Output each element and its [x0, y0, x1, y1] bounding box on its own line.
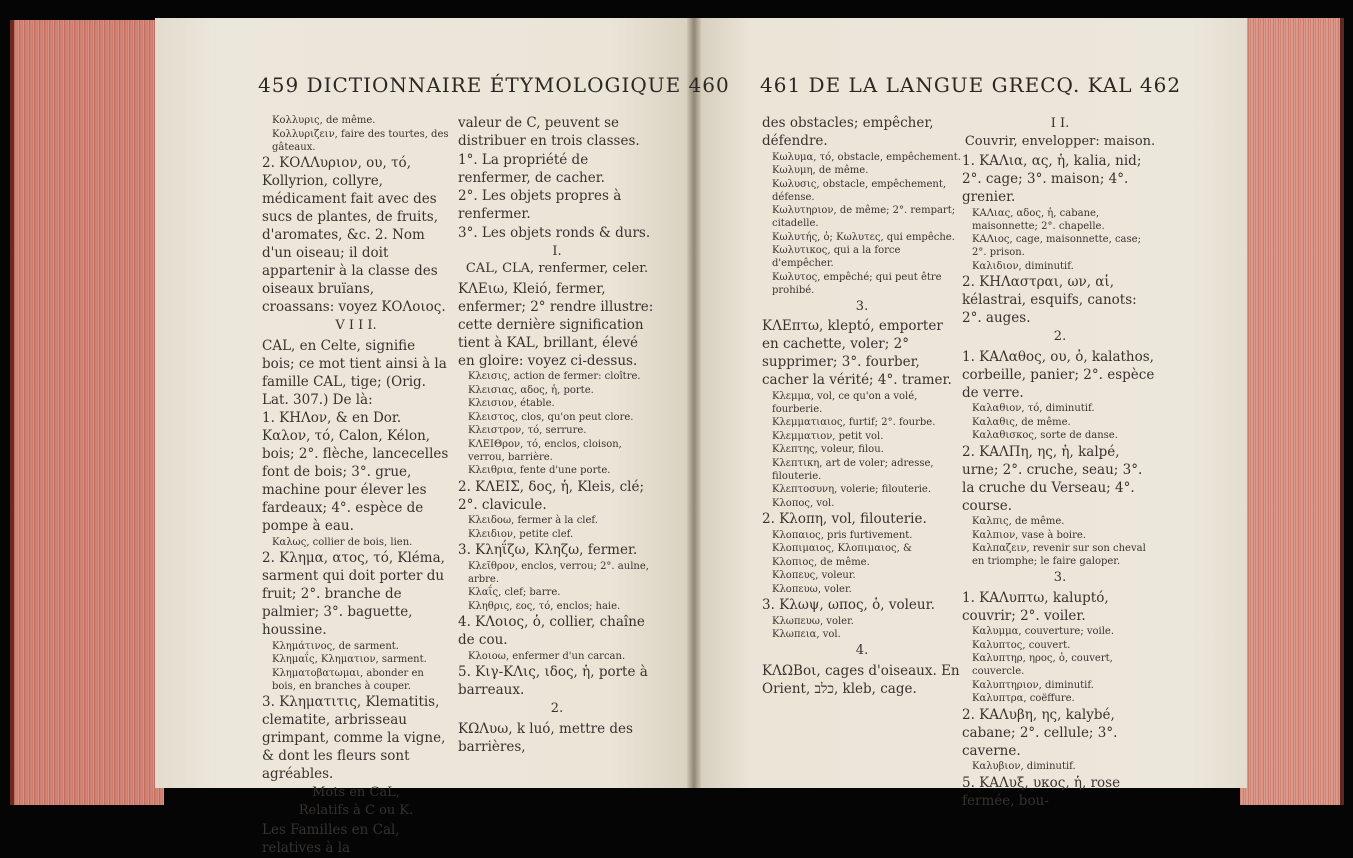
dictionary-entry: Κλεισιον, étable.: [468, 398, 555, 409]
dictionary-entry: Καλυμμα, couverture; voile.: [972, 626, 1115, 637]
dictionary-entry: ΚΛΕπτω, kleptó, emporter en cachette, voler; 2° supprimer; 3°. fourber, cacher la vérité; 4°. tramer.: [762, 318, 952, 388]
book-gutter: [687, 18, 701, 788]
section-heading: 3.: [1053, 570, 1067, 585]
dictionary-entry: 2. ΚΛΕΙΣ, δος, ἡ, Kleis, clé; 2°. clavicule.: [458, 478, 645, 513]
dictionary-entry: Κλοπιος, de même.: [772, 556, 870, 568]
dictionary-entry: 2. Κλημα, ατος, τό, Kléma, sarment qui doit porter du fruit; 2°. branche de palmier; 3°. baguette, houssine.: [262, 550, 445, 638]
right-page-column-2: [962, 114, 1158, 810]
section-heading: 4.: [855, 643, 869, 658]
dictionary-entry: Κλοιοω, enfermer d'un carcan.: [468, 650, 626, 662]
dictionary-entry: Κωλυτικος, qui a la force d'empêcher.: [772, 245, 901, 269]
dictionary-entry: Κλεπτης, voleur, filou.: [772, 444, 884, 455]
dictionary-entry: Κλοπευω, voler.: [772, 583, 852, 595]
dictionary-entry: valeur de C, peuvent se distribuer en trois classes.: [458, 115, 640, 149]
dictionary-entry: Κλαΐς, clef; barre.: [468, 587, 561, 598]
left-page-column-2: [458, 114, 656, 756]
dictionary-entry: ΚΛΕΙΘρον, τό, enclos, cloison, verrou, barrière.: [468, 438, 622, 463]
dictionary-entry: Καλιδιον, diminutif.: [972, 260, 1074, 272]
dictionary-entry: Κληθρις, εος, τό, enclos; haie.: [468, 600, 621, 612]
dictionary-entry: 2. ΚΑΛυβη, ης, kalybé, cabane; 2°. cellule; 3°. caverne.: [962, 706, 1118, 759]
dictionary-entry: Καλαθισκος, sorte de danse.: [972, 430, 1118, 441]
dictionary-entry: Κλεμματιον, petit vol.: [772, 430, 884, 442]
dictionary-entry: 3°. Les objets ronds & durs.: [458, 224, 651, 241]
dictionary-entry: Κλεισις, action de fermer: cloître.: [468, 371, 641, 382]
dictionary-entry: Κλειδοω, fermer à la clef.: [468, 515, 598, 526]
dictionary-entry: 2. ΚΟΛΛυριον, ου, τό, Kollyrion, collyre, médicament fait avec des sucs de plantes, de fruits, d'aromates, &c. 2. Nom d'un oiseau; il doit appartenir à la classe des oiseaux bruïans, croassans: voyez ΚΟΛοιος.: [262, 155, 446, 315]
dictionary-entry: Κωλυμα, τό, obstacle, empêchement.: [772, 151, 961, 163]
section-heading: 2.: [1053, 329, 1067, 344]
dictionary-entry: Καλυπτηρ, ηρος, ὁ, couvert, couvercle.: [972, 653, 1113, 677]
dictionary-entry: Καλπιον, vase à boire.: [972, 529, 1086, 541]
dictionary-entry: Καλπαζειν, revenir sur son cheval en triomphe; le faire galoper.: [972, 543, 1146, 567]
dictionary-entry: ΚΛΕιω, Kleió, fermer, enfermer; 2° rendre illustre: cette dernière signification tient à KAL, brillant, élevé en gloire: voyez ci-dessus.: [458, 280, 654, 369]
left-page-column-1: [262, 114, 450, 858]
dictionary-entry: 1. ΚΑΛια, ας, ἡ, kalia, nid; 2°. cage; 3°. maison; 4°. grenier.: [962, 153, 1142, 205]
dictionary-entry: Καλαθιον, τό, diminutif.: [972, 403, 1095, 414]
right-page-column-1: [762, 114, 962, 698]
dictionary-entry: Κλεισιας, αδος, ἡ, porte.: [468, 384, 594, 396]
section-heading: V I I I.: [335, 318, 377, 333]
dictionary-entry: Κλεμματιαιος, furtif; 2°. fourbe.: [772, 417, 936, 428]
dictionary-entry: Κλωπευω, voler.: [772, 615, 854, 627]
dictionary-entry: des obstacles; empêcher, défendre.: [762, 115, 934, 149]
dictionary-entry: Κλοπευς, voleur.: [772, 570, 856, 581]
dictionary-entry: Κλεῖθρον, enclos, verrou; 2°. aulne, arbre.: [468, 560, 649, 585]
dictionary-entry: Κλεμμα, vol, ce qu'on a volé, fourberie.: [772, 390, 918, 415]
dictionary-entry: Κολλυριζειν, faire des tourtes, des gâteaux.: [272, 128, 449, 153]
dictionary-entry: Κωλυτος, empêché; qui peut être prohibé.: [772, 271, 942, 296]
dictionary-entry: Κλειθρια, fente d'une porte.: [468, 465, 611, 476]
dictionary-entry: Καλως, collier de bois, lien.: [272, 536, 413, 548]
right-page-edges: [1240, 18, 1344, 805]
dictionary-entry: Κλειστος, clos, qu'on peut clore.: [468, 411, 634, 423]
dictionary-entry: Καλυπτρα, coëffure.: [972, 693, 1075, 704]
dictionary-entry: Les Familles en Cal, relatives à la: [262, 822, 400, 856]
dictionary-entry: Κωλυτής, ὁ; Κωλυτες, qui empêche.: [772, 231, 955, 243]
dictionary-entry: Καλυπτος, couvert.: [972, 639, 1071, 651]
dictionary-entry: Κωλυσις, obstacle, empêchement, défense.: [772, 178, 947, 203]
dictionary-entry: ΚΑΛιος, cage, maisonnette, case; 2°. prison.: [972, 234, 1141, 258]
left-running-header: 459 DICTIONNAIRE ÉTYMOLOGIQUE 460: [258, 73, 730, 97]
dictionary-entry: 2. ΚΗΛαστραι, ων, αἱ, kélastrai, esquifs, canots: 2°. auges.: [962, 274, 1137, 326]
section-heading: 3.: [855, 298, 869, 314]
left-page-edges: [10, 20, 164, 805]
dictionary-entry: 1°. La propriété de renfermer, de cacher.: [458, 151, 605, 186]
dictionary-entry: Κλεπτοσυνη, volerie; filouterie.: [772, 484, 932, 495]
dictionary-entry: 2. Κλοπη, vol, filouterie.: [762, 511, 927, 527]
dictionary-entry: 1. ΚΗΛον, & en Dor. Καλον, τό, Calon, Kélon, bois; 2°. flèche, lancecelles font de bois; 3°. grue, machine pour élever les fardeaux; 4°. espèce de pompe à eau.: [262, 410, 449, 534]
dictionary-entry: Κολλυρις, de même.: [272, 115, 376, 126]
dictionary-entry: Καλαθις, de même.: [972, 416, 1071, 428]
dictionary-entry: Κλοπος, vol.: [772, 497, 835, 509]
dictionary-entry: 3. Κληΐζω, Κληζω, fermer.: [458, 542, 638, 558]
section-heading: Relatifs à C ou K.: [298, 802, 414, 818]
section-heading: I.: [552, 243, 562, 259]
dictionary-entry: 4. ΚΛοιος, ὁ, collier, chaîne de cou.: [458, 614, 645, 648]
dictionary-entry: Κλημάτινος, de sarment.: [272, 640, 399, 652]
dictionary-entry: 3. Κλωψ, ωπος, ὁ, voleur.: [762, 597, 935, 613]
dictionary-entry: 1. ΚΑΛαθος, ου, ὁ, kalathos, corbeille, panier; 2°. espèce de verre.: [962, 348, 1155, 401]
dictionary-entry: 1. ΚΑΛυπτω, kaluptó, couvrir; 2°. voiler.: [962, 589, 1109, 624]
dictionary-entry: Κλοπαιος, pris furtivement.: [772, 529, 913, 541]
section-heading: CAL, CLA, renfermer, celer.: [465, 261, 649, 276]
right-running-header: 461 DE LA LANGUE GRECQ. KAL 462: [760, 73, 1182, 97]
section-heading: 2.: [550, 701, 564, 716]
section-heading: Mots en CaL,: [312, 785, 400, 800]
dictionary-entry: 2. ΚΑΛΠη, ης, ἡ, kalpé, urne; 2°. cruche, seau; 3°. la cruche du Verseau; 4°. course.: [962, 443, 1143, 514]
dictionary-entry: Κωλυτηριον, de même; 2°. rempart; citadelle.: [772, 205, 956, 229]
dictionary-entry: Κλωπεια, vol.: [772, 629, 841, 640]
dictionary-entry: ΚΩΛυω, k luó, mettre des barrières,: [458, 720, 633, 755]
dictionary-entry: 2°. Les objets propres à renfermer.: [458, 188, 622, 222]
dictionary-entry: Κλεπτικη, art de voler; adresse, filouterie.: [772, 457, 934, 482]
dictionary-entry: ΚΛΩΒοι, cages d'oiseaux. En Orient, כלב, kleb, cage.: [762, 662, 960, 697]
dictionary-entry: Κληματοβατωμαι, abonder en bois, en branches à couper.: [272, 667, 424, 692]
section-heading: I I.: [1050, 116, 1070, 131]
dictionary-entry: CAL, en Celte, signifie bois; ce mot tient ainsi à la famille CAL, tige; (Orig. Lat. 307.) De là:: [262, 337, 447, 408]
dictionary-entry: Καλυπτηριον, diminutif.: [972, 679, 1094, 691]
dictionary-entry: 3. Κληματιτις, Klematitis, clematite, arbrisseau grimpant, comme la vigne, & dont les fleurs sont agréables.: [262, 694, 446, 782]
dictionary-entry: Κωλυμη, de même.: [772, 165, 869, 176]
dictionary-entry: Καλυβιον, diminutif.: [972, 761, 1076, 772]
dictionary-entry: Κλειδιον, petite clef.: [468, 528, 574, 540]
dictionary-entry: Κλοπιμαιος, Κλοπιμαιος, &: [772, 543, 912, 554]
dictionary-entry: Καλπις, de même.: [972, 516, 1065, 527]
dictionary-entry: 5. ΚΑΛυξ, υκος, ἡ, rose fermée, bou-: [962, 774, 1121, 809]
section-heading: Couvrir, envelopper: maison.: [964, 133, 1156, 149]
dictionary-entry: ΚΑΛιας, αδος, ἡ, cabane, maisonnette; 2°. chapelle.: [972, 207, 1105, 232]
dictionary-entry: 5. Κιγ-ΚΛις, ιδος, ἡ, porte à barreaux.: [458, 664, 648, 698]
dictionary-entry: Κλειστρον, τό, serrure.: [468, 425, 587, 436]
dictionary-entry: Κλημαΐς, Κληματιον, sarment.: [272, 654, 427, 665]
